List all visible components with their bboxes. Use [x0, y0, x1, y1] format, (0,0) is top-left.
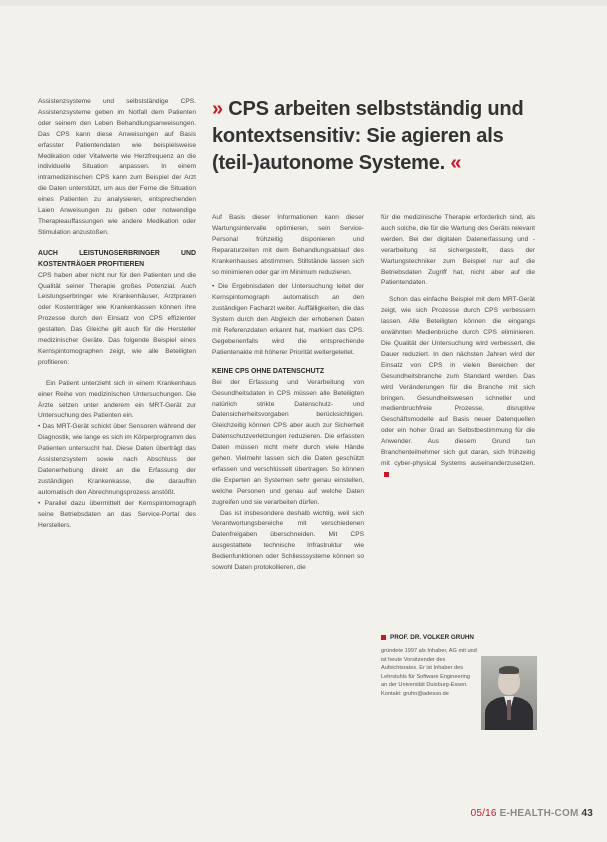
bullet-item: • Die Ergebnisdaten der Untersuchung leitet der Kernspintomograph automatisch an den zuständigen Facharzt weiter. Auffälligkeiten, die das System durch den Abgleich der erhobenen Daten mit Referenzdaten erkannt hat, markiert das CPS. Gegebenenfalls wird die entsprechende Patientenakte mit höherer Priorität weitergeleitet. — [212, 283, 364, 356]
section-heading: KEINE CPS OHNE DATENSCHUTZ — [212, 367, 325, 375]
page-number: 43 — [581, 808, 593, 819]
pull-quote-text: CPS arbeiten selbstständig und kontextsensitiv: Sie agieren als (teil-)autonome Systeme. — [212, 98, 524, 174]
paragraph — [381, 295, 535, 480]
bullet-item: • Parallel dazu übermittelt der Kernspintomograph seine Betriebsdaten an das Service-Portal des Herstellers. — [38, 499, 196, 529]
quote-open-mark: » — [212, 98, 223, 120]
author-name: PROF. DR. VOLKER GRUHN — [390, 634, 474, 641]
end-mark-icon — [384, 472, 389, 477]
publication-name: E-HEALTH-COM — [499, 808, 579, 819]
author-bio: gründete 1997 als Inhaber, AG mit und ist heute Vorsitzender des Aufsichtsrates. Er ist Inhaber des Lehrstuhls für Software Engineering an der Universität Duisburg-Essen. Kontakt: gruhn@adesso.de — [381, 648, 477, 697]
author-box — [381, 634, 541, 697]
author-photo — [481, 656, 537, 730]
paragraph: CPS haben aber nicht nur für den Patienten und die Qualität seiner Therapie großes Potenzial. Auch Leistungserbringer wie Krankenhäuser, Arztpraxen oder Kostenträger wie Krankenkassen können ihre Prozesse durch den Einsatz von CPS effizienter gestalten. Das Gleiche gilt auch für die Hersteller medizinischer Geräte. Das folgende Beispiel eines Kernspintomographen zeigt, wie alle Beteiligten profitieren: — [38, 271, 196, 366]
page-footer — [471, 808, 593, 819]
text-column-1 — [38, 97, 196, 531]
issue-number: 05/16 — [470, 808, 497, 819]
text-column-3 — [381, 213, 535, 481]
paragraph: Bei der Erfassung und Verarbeitung von Gesundheitsdaten in CPS müssen alle Beteiligten natürlich strikte Datenschutz- und Datensicherheitsvorgaben berücksichtigen. Gleichzeitig können CPS aber auch zur Sicherheit Datenschutzverletzungen reduzieren. Die erfassten Daten müssen nicht mehr durch viele Hände gehen. Vielmehr lassen sich die Daten geschützt erfassen und verschlüsselt übertragen. So können die Experten an Systemen sehr genau einstellen, welche Personen und genau auf welche Daten zugreifen und sie verarbeiten dürfen. — [212, 378, 364, 506]
bullet-item: • Das MRT-Gerät schickt über Sensoren während der Diagnostik, wie lange es sich im Körperprogramm des Patienten untersucht hat. Diese Daten überträgt das Assistenzsystem sowie nach Abschluss der Datenerhebung direkt an die Erfassung der zuständigen Krankenkasse, die daraufhin automatisch den Abrechnungsprozess anstößt. — [38, 423, 196, 496]
paragraph: Auf Basis dieser Informationen kann dieser Wartungsintervalle optimieren, sein Service-Personal frühzeitig disponieren und Reparaturzeiten mit dem Behandlungsablauf des Krankenhauses abstimmen. Stillstände lassen sich so minimieren oder gar im Minimum reduzieren. — [212, 214, 364, 276]
quote-close-mark: « — [450, 152, 462, 174]
section-heading: AUCH LEISTUNGSERBRINGER UND KOSTENTRÄGER PROFITIEREN — [38, 249, 196, 268]
author-heading — [381, 634, 541, 641]
page-edge — [0, 0, 607, 6]
square-bullet-icon — [381, 635, 386, 640]
paragraph-text: Schon das einfache Beispiel mit dem MRT-Gerät zeigt, wie sich Prozesse durch CPS verbessern lassen. Alle Beteiligten können die eingangs erwähnten Medienbrüche durch CPS eliminieren. Die Qualität der Untersuchung wird verbessert, die Dauer reduziert. In den nächsten Jahren wird der Einsatz von CPS in vielen Bereichen der Gesundheitsbranche zum Standard werden. Das wird Veränderungen für die Branche mit sich bringen. Gesundheitswesen schneller und medienbruchfreie Prozesse, disruptive Geschäftsmodelle auf Basis neuer Datenquellen oder ein hoher Grad an Selbstbestimmung für die Anwender. Aus diesem Grund tun Branchenteilnehmer sich gut daran, sich frühzeitig mit cyber-physical Systems auseinanderzusetzen. — [381, 296, 535, 467]
text-column-2 — [212, 213, 364, 574]
paragraph: für die medizinische Therapie erforderlich sind, als auch solche, die für die Wartung des Geräts relevant werden. Bei der digitalen Datenerfassung und -verarbeitung ist sichergestellt, dass der Wartungstechniker zum Beispiel nur auf die Betriebsdaten Zugriff hat, nicht aber auf die Patientendaten. — [381, 214, 535, 287]
paragraph: Das ist insbesondere deshalb wichtig, weil sich Verantwortungsbereiche mit verschiedenen Datenfreigaben überschneiden. Mit CPS ausgestattete technische Infrastruktur wie Bedienfunktionen oder Schliesssysteme können so sowohl Daten protokollieren, die — [212, 509, 364, 572]
pull-quote — [212, 96, 552, 177]
paragraph: Assistenzsysteme und selbstständige CPS. Assistenzsysteme geben im Notfall dem Patienten oder seinem den Leben Behandlungsanweisungen. Das CPS kann diese Anweisungen auf Basis erfasster Patientendaten wie beispielsweise Medikation oder Vitalwerte wie Herzfrequenz an die individuelle Situation anpassen. In einem intramedizinischen CPS kann zum Beispiel der Arzt die Daten unterstützt, um aus der Ferne die Situation eines Patienten zu analysieren, entsprechenden Laien Anweisungen zu geben oder notwendige Therapieauffassungen wie andere Medikation oder Stimulation anzustoßen. — [38, 98, 196, 236]
paragraph: Ein Patient unterzieht sich in einem Krankenhaus einer Reihe von medizinischen Untersuchungen. Die Ärzte setzen unter anderem ein MRT-Gerät zur Untersuchung des Patienten ein. — [38, 379, 196, 420]
